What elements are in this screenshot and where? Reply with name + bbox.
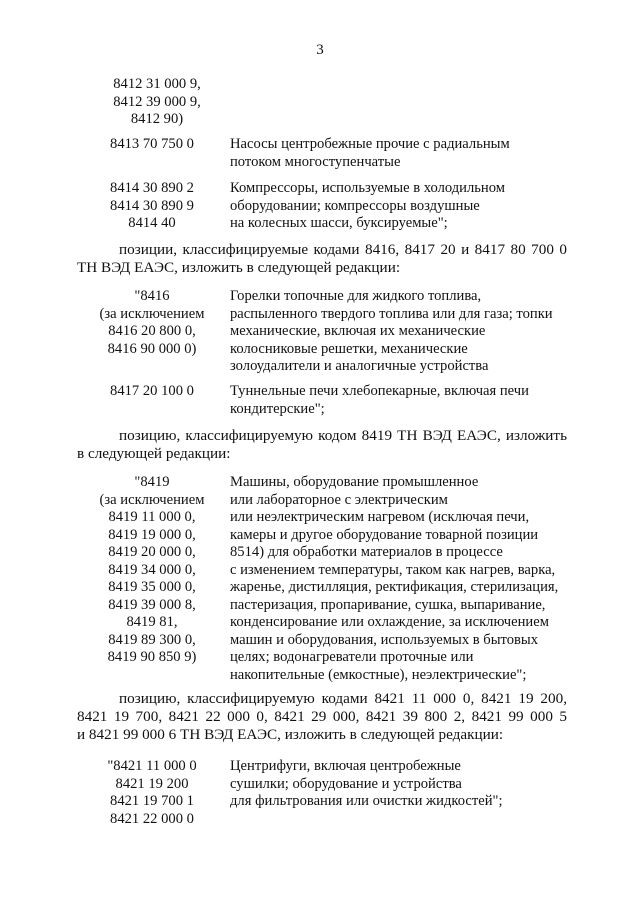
description-line: для фильтрования или очистки жидкостей"; [230, 793, 503, 809]
code-cell [77, 758, 227, 828]
description-line: 8514) для обработки материалов в процессе [230, 544, 503, 560]
instruction-paragraph [77, 690, 567, 744]
code-line: 8421 19 700 1 [110, 793, 194, 809]
paragraph-line: позицию, классифицируемую кодом 8419 ТН ВЭД ЕАЭС, изложить [119, 427, 567, 444]
paragraph-line: ТН ВЭД ЕАЭС, изложить в следующей редакции: [77, 259, 401, 276]
description-line: на колесных шасси, буксируемые"; [230, 215, 448, 231]
code-line: 8421 22 000 0 [110, 810, 194, 827]
description-line: распыленного твердого топлива или для газа; топки [230, 305, 553, 322]
description-line: Машины, оборудование промышленное [230, 474, 479, 490]
code-line: 8419 89 300 0, [108, 631, 196, 648]
description-line: Компрессоры, используемые в холодильном [230, 180, 505, 196]
description-line: машин и оборудования, используемых в бытовых [230, 631, 539, 648]
description-cell [230, 136, 575, 171]
description-cell [230, 180, 575, 233]
code-line: 8414 30 890 9 [110, 197, 194, 214]
code-line: 8421 19 200 [115, 775, 189, 792]
code-line: (за исключением [99, 305, 205, 322]
description-line: золоудалители и аналогичные устройства [230, 358, 489, 374]
code-cell [77, 288, 227, 358]
description-line: потоком многоступенчатые [230, 153, 401, 170]
instruction-paragraph [77, 241, 567, 277]
description-line: конденсирование или охлаждение, за исключением [230, 614, 549, 630]
description-line: с изменением температуры, таком как нагрев, варка, [230, 561, 556, 578]
description-line: пастеризация, пропаривание, сушка, выпаривание, [230, 596, 546, 613]
description-cell [230, 383, 575, 418]
description-line: сушилки; оборудование и устройства [230, 775, 462, 792]
code-cell [82, 76, 232, 129]
code-line: 8412 90) [130, 111, 184, 127]
description-line: кондитерские"; [230, 400, 325, 417]
description-cell [230, 288, 575, 376]
paragraph-line: позиции, классифицируемые кодами 8416, 8417 20 и 8417 80 700 0 [119, 241, 567, 258]
paragraph-line: позицию, классифицируемую кодами 8421 11 000 0, 8421 19 200, [119, 690, 567, 707]
code-line: 8414 30 890 2 [110, 180, 194, 196]
page-number: 3 [316, 42, 324, 58]
paragraph-line: 8421 19 700, 8421 22 000 0, 8421 29 000, 8421 39 800 2, 8421 99 000 5 [77, 708, 567, 725]
description-line: накопительные (емкостные), неэлектрические"; [230, 666, 527, 683]
description-line: жаренье, дистилляция, ректификация, стерилизация, [230, 579, 559, 595]
code-line: 8419 35 000 0, [108, 579, 196, 595]
paragraph-line: в следующей редакции: [77, 445, 231, 462]
code-cell [77, 474, 227, 667]
description-line: целях; водонагреватели проточные или [230, 649, 474, 665]
description-cell [230, 758, 575, 811]
description-line: камеры и другое оборудование товарной позиции [230, 526, 539, 543]
code-cell [77, 136, 227, 154]
code-line: 8419 81, [126, 614, 178, 630]
description-line: оборудовании; компрессоры воздушные [230, 197, 480, 214]
description-cell [230, 474, 575, 684]
code-line: 8416 20 800 0, [108, 323, 196, 339]
code-cell [77, 180, 227, 233]
paragraph-line: и 8421 99 000 6 ТН ВЭД ЕАЭС, изложить в следующей редакции: [77, 726, 504, 743]
code-line: 8419 19 000 0, [108, 526, 196, 543]
code-line: 8412 31 000 9, [113, 76, 201, 92]
description-line: Горелки топочные для жидкого топлива, [230, 288, 482, 304]
description-line: или лабораторное с электрическим [230, 491, 448, 508]
description-line: колосниковые решетки, механические [230, 340, 468, 357]
description-line: Насосы центробежные прочие с радиальным [230, 136, 510, 152]
code-line: 8419 90 850 9) [107, 649, 197, 665]
code-line: 8419 34 000 0, [108, 561, 196, 578]
code-line: 8416 90 000 0) [107, 340, 197, 357]
description-line: или неэлектрическим нагревом (исключая печи, [230, 509, 530, 525]
code-line: "8419 [134, 474, 170, 490]
code-line: 8412 39 000 9, [113, 93, 201, 110]
code-line: "8421 11 000 0 [107, 758, 197, 774]
code-line: 8417 20 100 0 [110, 383, 194, 399]
code-line: 8413 70 750 0 [110, 136, 194, 152]
code-line: 8419 11 000 0, [108, 509, 196, 525]
description-line: Центрифуги, включая центробежные [230, 758, 461, 774]
code-cell [77, 383, 227, 401]
description-line: Туннельные печи хлебопекарные, включая печи [230, 383, 529, 399]
code-line: 8419 39 000 8, [108, 596, 196, 613]
code-line: 8419 20 000 0, [108, 544, 196, 560]
instruction-paragraph [77, 427, 567, 463]
description-line: механические, включая их механические [230, 323, 486, 339]
code-line: 8414 40 [128, 215, 176, 231]
code-line: "8416 [134, 288, 170, 304]
code-line: (за исключением [99, 491, 205, 508]
